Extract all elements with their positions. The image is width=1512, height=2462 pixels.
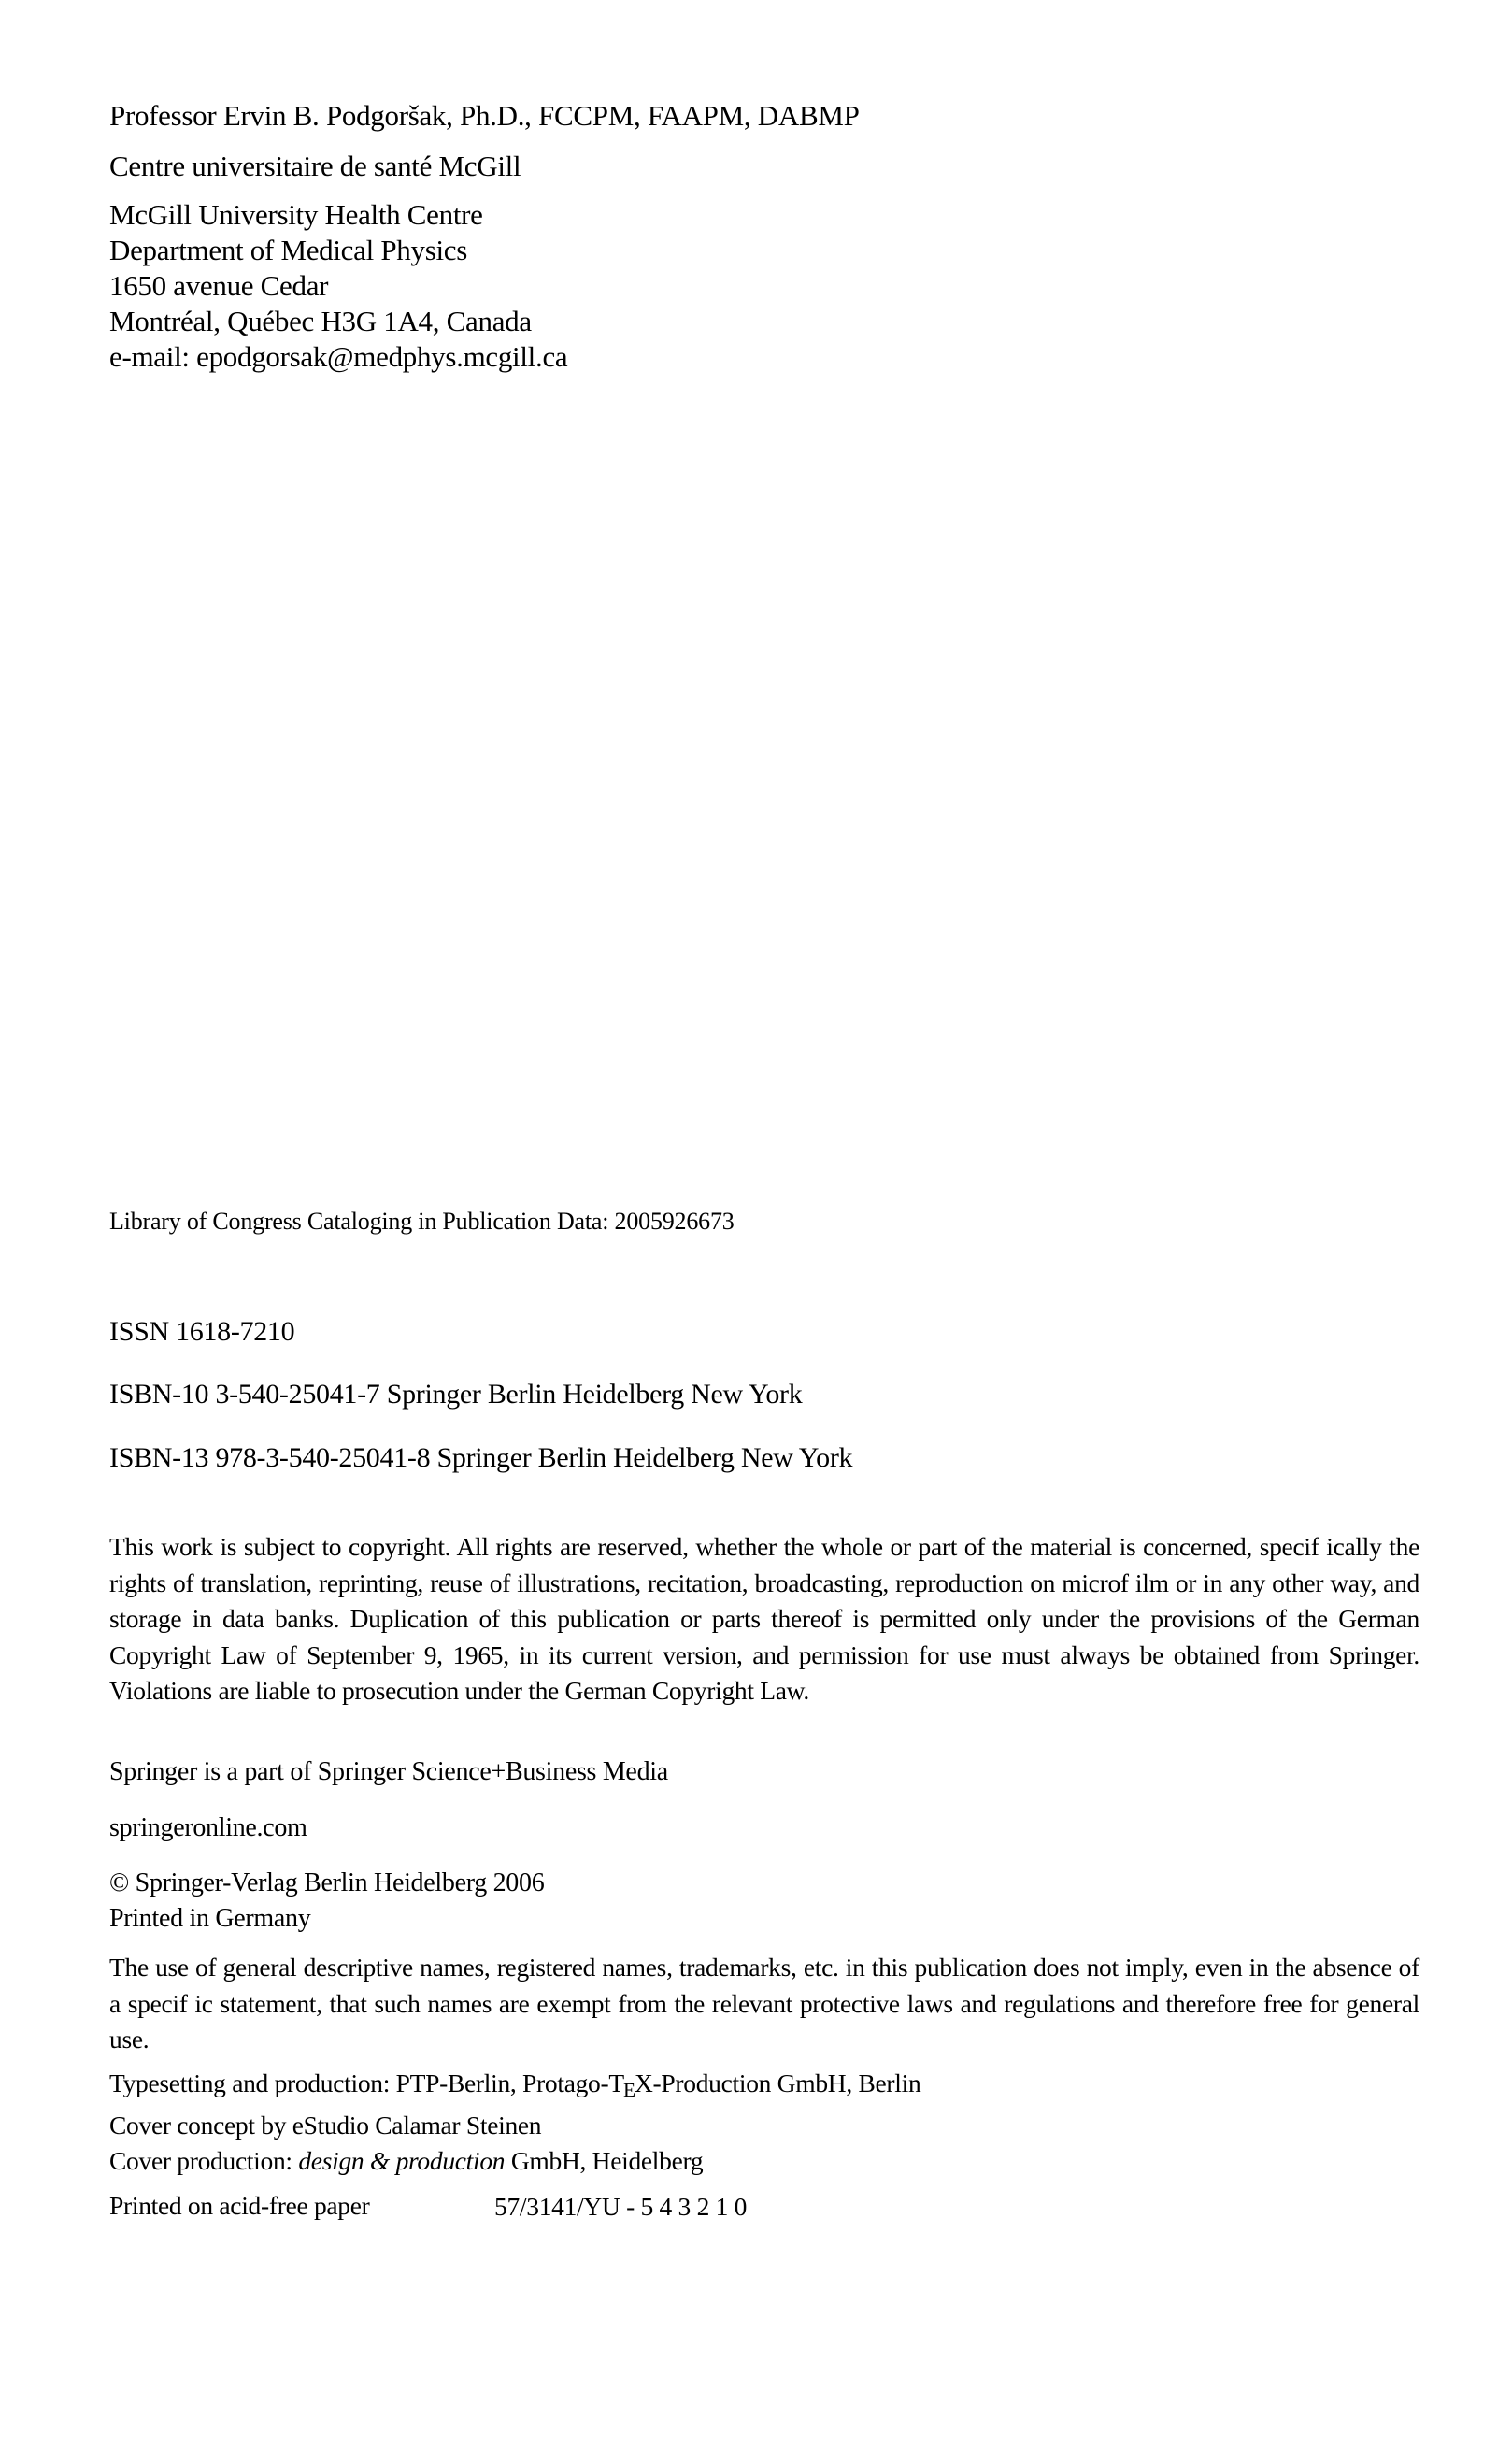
typesetting-line: [109, 2066, 920, 2108]
author-info-block: [109, 98, 860, 375]
loc-cataloging-line: Library of Congress Cataloging in Publication Data: 2005926673: [109, 1208, 735, 1235]
copyright-paragraph: This work is subject to copyright. All rights are reserved, whether the whole or part of the material is concerned, specif ically the rights of translation, reprinting, reuse of illustrations, recitation, broadcasting, reproduction on microf ilm or in any other way, and storage in data banks. Duplication of this publication or parts thereof is permitted only under the provisions of the German Copyright Law of September 9, 1965, in its current version, and permission for use must always be obtained from Springer. Violations are liable to prosecution under the German Copyright Law.: [109, 1532, 1419, 1705]
springer-media-line: Springer is a part of Springer Science+Business Media: [109, 1757, 668, 1786]
tex-logo-e: E: [623, 2079, 635, 2102]
cover-production-firm: design & production: [298, 2146, 506, 2176]
address-city: Montréal, Québec H3G 1A4, Canada: [109, 305, 532, 337]
address-street: 1650 avenue Cedar: [109, 269, 329, 302]
affiliation-centre: Centre universitaire de santé McGill: [109, 150, 521, 182]
isbn13-line: ISBN-13 978-3-540-25041-8 Springer Berlin Heidelberg New York: [109, 1442, 853, 1473]
printed-in-germany-line: Printed in Germany: [109, 1904, 311, 1933]
typesetting-post: X-Production GmbH, Berlin: [634, 2068, 921, 2097]
acid-free-label: Printed on acid-free paper: [109, 2191, 370, 2220]
affiliation-department: Department of Medical Physics: [109, 234, 468, 266]
isbn10-line: ISBN-10 3-540-25041-7 Springer Berlin Heidelberg New York: [109, 1379, 803, 1410]
typesetting-pre: Typesetting and production: PTP-Berlin, Protago-T: [109, 2068, 624, 2097]
production-block: [109, 2066, 920, 2179]
copyright-notice-line: © Springer-Verlag Berlin Heidelberg 2006: [109, 1868, 545, 1897]
print-run-code: 57/3141/YU - 5 4 3 2 1 0: [494, 2192, 748, 2221]
cover-production-post: GmbH, Heidelberg: [505, 2146, 704, 2176]
copyright-notice-block: [109, 1866, 544, 1937]
affiliation-hospital: McGill University Health Centre: [109, 198, 483, 231]
website-line: springeronline.com: [109, 1813, 307, 1842]
trademark-paragraph: The use of general descriptive names, registered names, trademarks, etc. in this publication does not imply, even in the absence of a specif ic statement, that such names are exempt from the relevant protective laws and regulations and therefore free for general use.: [109, 1953, 1419, 2054]
cover-concept-line: Cover concept by eStudio Calamar Steinen: [109, 2111, 542, 2140]
cover-production-pre: Cover production:: [109, 2146, 299, 2176]
issn-line: ISSN 1618-7210: [109, 1316, 295, 1347]
cover-production-line: [109, 2143, 920, 2179]
acid-free-paper-line: [109, 2191, 1419, 2221]
author-email: e-mail: epodgorsak@medphys.mcgill.ca: [109, 340, 568, 373]
author-name: Professor Ervin B. Podgoršak, Ph.D., FCCPM, FAAPM, DABMP: [109, 99, 860, 132]
